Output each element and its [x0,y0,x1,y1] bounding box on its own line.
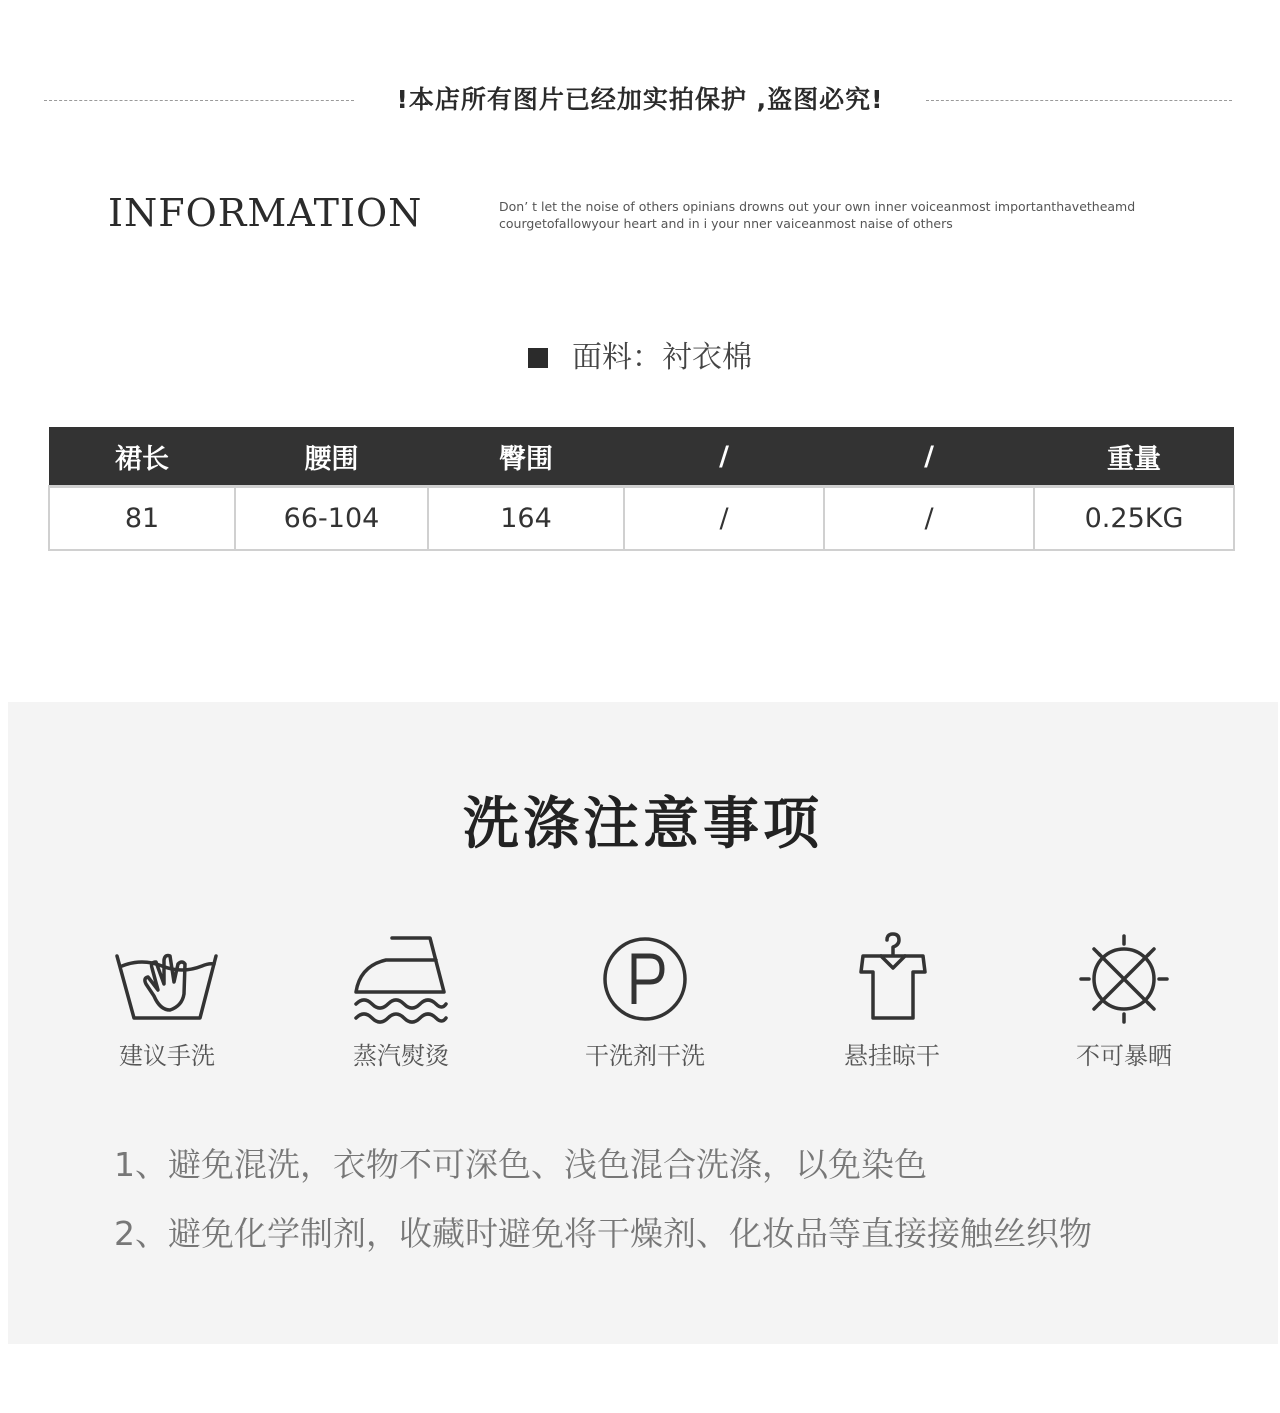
size-table-header [49,427,1234,487]
header-waist: 腰围 [235,427,428,487]
cell-weight: 0.25KG [1034,487,1234,551]
care-title: 洗涤注意事项 [463,792,823,857]
square-bullet-icon [528,348,548,368]
header-hip: 臀围 [428,427,624,487]
quote-line-1: Don’ t let the noise of others opinians drowns out your own inner voiceanmost importanthavetheamd [499,199,1136,214]
care-label-hand-wash: 建议手洗 [119,1042,215,1070]
steam-iron-icon [311,932,491,1028]
dashed-divider-right [926,100,1232,101]
header-weight: 重量 [1034,427,1234,487]
fabric-text: 面料：衬衣棉 [572,340,752,375]
dry-clean-p-icon [555,932,735,1028]
information-quote [499,198,1199,232]
cell-blank-1: / [624,487,824,551]
care-note-2: 2、避免化学制剂，收藏时避免将干燥剂、化妆品等直接接触丝织物 [114,1214,1092,1253]
care-item-steam-iron [311,932,491,1072]
cell-skirt-length: 81 [49,487,235,551]
dashed-divider-left [44,100,354,101]
care-label-dry-clean: 干洗剂干洗 [585,1042,705,1070]
cell-blank-2: / [824,487,1034,551]
notice-text: !本店所有图片已经加实拍保护 ,盗图必究! [396,85,884,114]
care-notes [114,1130,1234,1268]
table-row [49,487,1234,551]
header-skirt-length: 裙长 [49,427,235,487]
cell-waist: 66-104 [235,487,428,551]
quote-line-2: courgetofallowyour heart and in i your nner vaiceanmost naise of others [499,216,953,231]
size-table [48,427,1235,551]
care-item-dry-clean [555,932,735,1072]
care-item-hang-dry [802,932,982,1072]
hand-wash-icon [77,932,257,1028]
header-blank-2: / [824,427,1034,487]
information-heading: INFORMATION [108,191,423,235]
copyright-notice [0,80,1280,120]
hang-dry-icon [802,932,982,1028]
care-label-hang-dry: 悬挂晾干 [844,1042,940,1070]
cell-hip: 164 [428,487,624,551]
header-blank-1: / [624,427,824,487]
care-label-steam-iron: 蒸汽熨烫 [353,1042,449,1070]
care-label-no-sun: 不可暴晒 [1076,1042,1172,1070]
care-item-hand-wash [77,932,257,1072]
care-note-1: 1、避免混洗，衣物不可深色、浅色混合洗涤，以免染色 [114,1145,927,1184]
care-item-no-sun [1034,932,1214,1072]
no-sun-icon [1034,932,1214,1028]
fabric-info [0,336,1280,380]
care-section [8,702,1278,1344]
